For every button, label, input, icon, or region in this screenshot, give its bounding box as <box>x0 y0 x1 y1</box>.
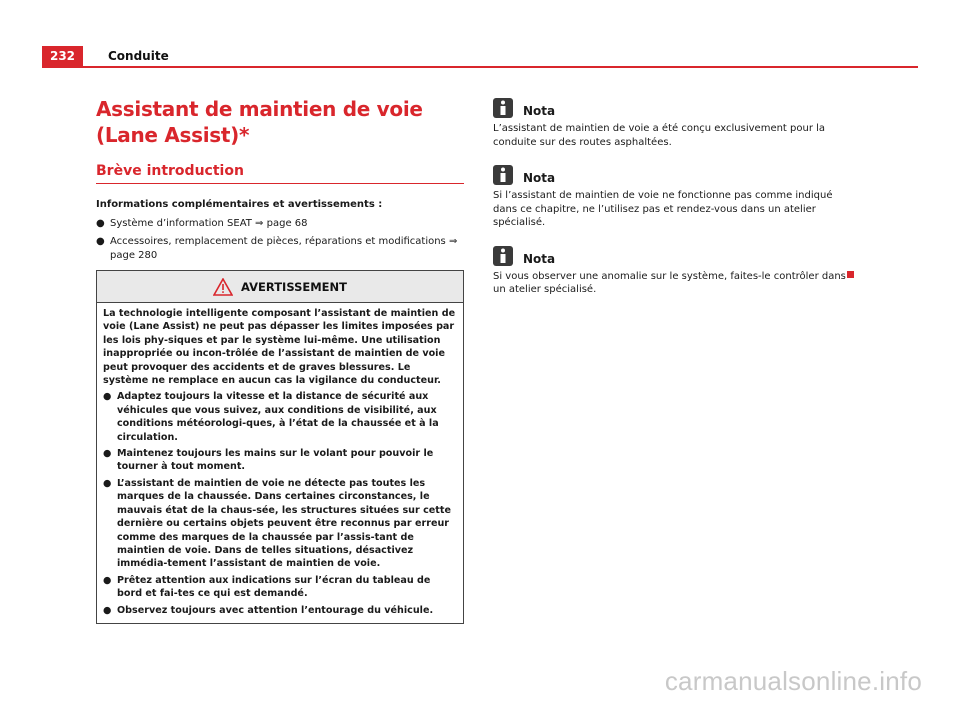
warning-item-text: L’assistant de maintien de voie ne détecte pas toutes les marques de la chaussée. Dans certaines circonstances, le mauvais état de la chaus-sée, les structures situées sur cette dernière ou certains objets peuvent être reconnus par erreur comme des marques de la chaussée par l’assis-tant de maintien de voie. Dans de telles situations, désactivez immédia-tement l’assistant de maintien de voie. <box>117 477 451 570</box>
info-heading: Informations complémentaires et avertissements : <box>96 199 383 210</box>
note-block <box>493 96 858 149</box>
info-icon <box>493 165 513 185</box>
warning-item-text: Observez toujours avec attention l’entourage du véhicule. <box>117 604 434 616</box>
info-item-text[interactable]: Accessoires, remplacement de pièces, réparations et modifications ⇒ page 280 <box>110 236 458 261</box>
left-column <box>96 96 464 624</box>
info-icon <box>493 98 513 118</box>
list-item <box>103 574 457 601</box>
note-text: L’assistant de maintien de voie a été conçu exclusivement pour la conduite sur des routes asphaltées. <box>493 123 826 148</box>
note-header <box>493 244 858 266</box>
bullet-icon: ● <box>103 448 112 460</box>
note-text: Si l’assistant de maintien de voie ne fonctionne pas comme indiqué dans ce chapitre, ne l’utilisez pas et rendez-vous dans un atelier spécialisé. <box>493 190 833 228</box>
section-end-marker <box>847 271 854 278</box>
warning-header <box>97 271 463 303</box>
warning-item-text: Maintenez toujours les mains sur le volant pour pouvoir le tourner à tout moment. <box>117 448 434 473</box>
list-item <box>103 477 457 571</box>
warning-intro: La technologie intelligente composant l’assistant de maintien de voie (Lane Assist) ne peut pas dépasser les limites imposées par les lois phy-siques et par le système lui-même. Une utilisation inappropriée ou incon-trôlée de l’assistant de maintien de voie peut provoquer des accidents et de graves blessures. Le système ne remplace en aucun cas la vigilance du conducteur. <box>103 308 456 387</box>
bullet-icon: ● <box>103 391 112 403</box>
note-header <box>493 163 858 185</box>
list-item <box>103 604 457 617</box>
section-title: Conduite <box>108 49 169 63</box>
note-label: Nota <box>523 171 556 185</box>
note-header <box>493 96 858 118</box>
bullet-icon: ● <box>103 574 112 586</box>
warning-item-text: Adaptez toujours la vitesse et la distance de sécurité aux véhicules que vous suivez, aux conditions de visibilité, aux conditions météorologi-ques, à l’état de la chaussée et à la circulation. <box>117 391 439 443</box>
note-text: Si vous observer une anomalie sur le système, faites-le contrôler dans un atelier spécialisé. <box>493 270 846 295</box>
warning-item-text: Prêtez attention aux indications sur l’écran du tableau de bord et fai-tes ce qui est demandé. <box>117 574 431 600</box>
bullet-icon: ● <box>103 604 112 616</box>
info-item-text[interactable]: Système d’information SEAT ⇒ page 68 <box>110 217 308 229</box>
list-item <box>96 217 464 231</box>
note-block <box>493 163 858 230</box>
bullet-icon: ● <box>103 477 112 489</box>
page-number: 232 <box>42 46 83 67</box>
list-item <box>103 390 457 444</box>
warning-triangle-icon <box>213 278 233 296</box>
right-column <box>493 96 858 311</box>
watermark: carmanualsonline.info <box>664 666 922 696</box>
section-subtitle: Brève introduction <box>96 162 464 184</box>
list-item <box>103 447 457 474</box>
bullet-icon: ● <box>96 217 105 229</box>
note-block <box>493 244 858 297</box>
note-label: Nota <box>523 251 556 266</box>
list-item <box>96 235 464 262</box>
note-label: Nota <box>523 104 556 118</box>
warning-label: AVERTISSEMENT <box>240 279 347 294</box>
header-rule <box>42 66 918 68</box>
page-title: Assistant de maintien de voie (Lane Assist)* <box>96 97 423 147</box>
info-icon <box>493 246 513 266</box>
bullet-icon: ● <box>96 236 105 247</box>
warning-box <box>96 270 464 624</box>
warning-body <box>97 303 463 623</box>
